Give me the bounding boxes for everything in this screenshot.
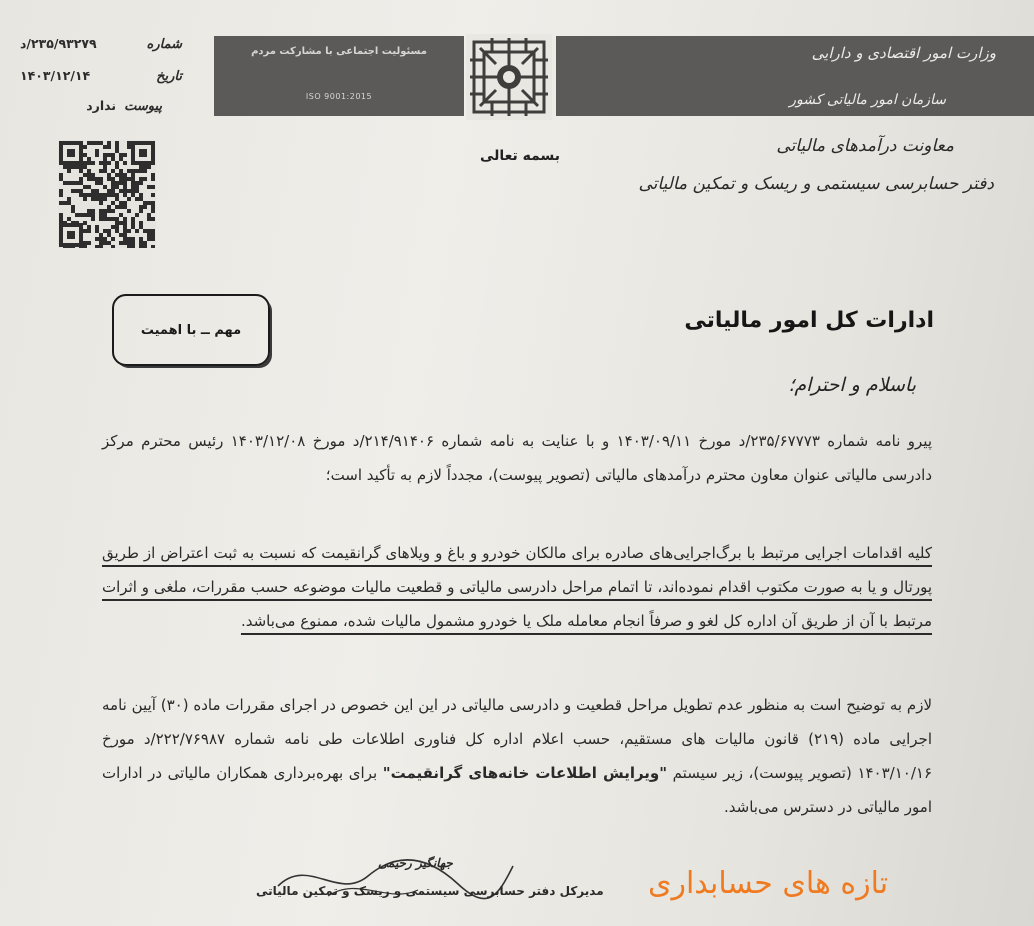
letter-number-label: شماره [146, 37, 182, 52]
basmala: بسمه تعالی [479, 148, 561, 164]
paragraph-2-text: کلیه اقدامات اجرایی مرتبط با برگ‌اجرایی‌های صادره برای مالکان خودرو و باغ و ویلاهای گرانقیمت که نسبت به ثبت اعتراض از طریق پورتال و یا به صورت مکتوب اقدام نموده‌اند، تا اتمام مراحل دادرسی مالیاتی و قطعیت مالیات موضوعه حسب مقررات، ملغی و اثرات مرتبط با آن از طریق آن اداره کل لغو و صرفاً انجام معامله ملک یا خودرو مشمول مالیات شده، ممنوع می‌باشد. [102, 544, 932, 630]
letter-number-row [20, 36, 182, 52]
signatory-title: مدیرکل دفتر حسابرسی سیستمی و ریسک و تمکین مالیاتی [256, 884, 604, 898]
paragraph-1: پیرو نامه شماره ۲۳۵/۶۷۷۷۳/د مورخ ۱۴۰۳/۰۹/۱۱ و با عنایت به نامه شماره ۲۱۴/۹۱۴۰۶/د مورخ ۱۴۰۳/۱۲/۰۸ رئیس محترم مرکز دادرسی مالیاتی عنوان معاون محترم درآمدهای مالیاتی (تصویر پیوست)، مجدداً لازم به تأکید است؛ [102, 432, 933, 484]
watermark-text: تازه های حسابداری [648, 866, 889, 901]
office-name: دفتر حسابرسی سیستمی و ریسک و تمکین مالیاتی [638, 174, 994, 194]
qr-code [58, 140, 156, 248]
paragraph-3-text-a: لازم به توضیح است به منظور عدم تطویل مراحل قطعیت و دادرسی مالیاتی در این این خصوص در اجرای مقررات ماده (۳۰) آیین نامه اجرایی ماده (۲۱۹) قانون مالیات های مستقیم، حسب اعلام اداره کل فناوری اطلاعات طی نامه شماره ۲۲۲/۷۶۹۸۷/د مورخ ۱۴۰۳/۱۰/۱۶ (تصویر پیوست)، زیر سیستم [102, 696, 932, 782]
letter-date-row [20, 68, 182, 84]
ministry-name: وزارت امور اقتصادی و دارایی [811, 44, 996, 62]
priority-box: مهم ــ با اهمیت [112, 294, 270, 366]
greeting: باسلام و احترام؛ [788, 374, 916, 396]
attachment-label: پیوست [124, 99, 162, 114]
letter-number: ۲۳۵/۹۳۲۷۹/د [20, 36, 97, 51]
band-iso: ISO 9001:2015 [305, 92, 373, 101]
attachment-value: ندارد [86, 98, 117, 113]
recipient-title: ادارات کل امور مالیاتی [684, 308, 934, 333]
header-band-left [214, 36, 464, 116]
organization-name: سازمان امور مالیاتی کشور [789, 92, 946, 108]
paragraph-2 [102, 536, 932, 638]
letter-date: ۱۴۰۳/۱۲/۱۴ [20, 68, 91, 83]
tax-organization-logo [466, 34, 552, 120]
paragraph-3 [102, 688, 932, 824]
deputy-name: معاونت درآمدهای مالیاتی [776, 136, 954, 156]
attachment-row [72, 98, 162, 114]
letter-date-label: تاریخ [156, 69, 182, 84]
paragraph-3-text-b: برای بهره‌برداری همکاران مالیاتی در ادارات امور مالیاتی در دسترس می‌باشد. [102, 764, 932, 816]
band-slogan: مسئولیت اجتماعی با مشارکت مردم [251, 46, 427, 57]
paragraph-3-subsystem: "ویرایش اطلاعات خانه‌های گرانقیمت" [382, 764, 668, 782]
signatory-name: جهانگیر رحیمی [378, 856, 453, 870]
